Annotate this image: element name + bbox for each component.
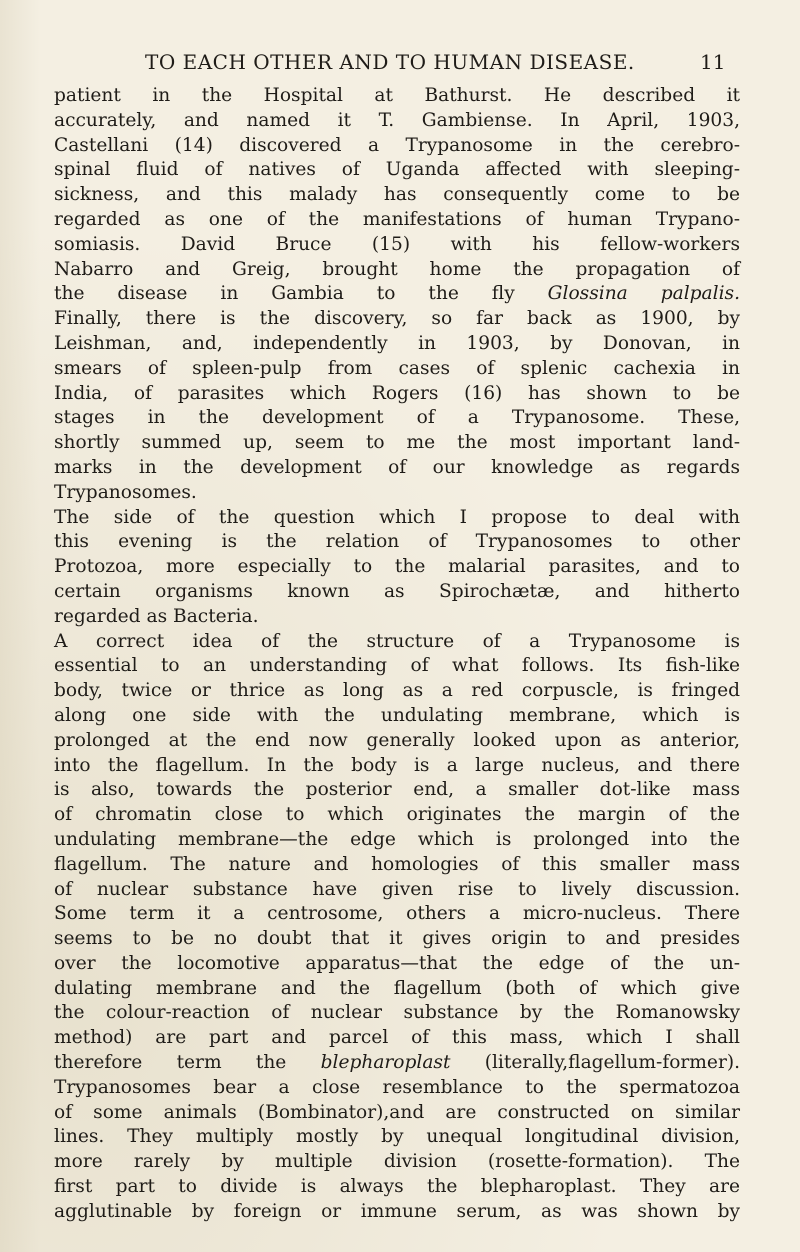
text-line: spinal fluid of natives of Uganda affected with sleeping- bbox=[54, 159, 740, 181]
text-line: certain organisms known as Spirochætæ, and hitherto bbox=[54, 580, 740, 602]
page-header bbox=[0, 50, 800, 80]
text-line: Leishman, and, independently in 1903, by Donovan, in bbox=[54, 332, 740, 354]
text-segment: (literally,flagellum-former). bbox=[450, 1052, 740, 1074]
text-line: agglutinable by foreign or immune serum, as was shown by bbox=[54, 1200, 740, 1222]
text-line: the colour-reaction of nuclear substance by the Romanowsky bbox=[54, 1002, 740, 1024]
text-line: sickness, and this malady has consequently come to be bbox=[54, 184, 740, 206]
text-line: Trypanosomes. bbox=[54, 481, 197, 503]
text-line bbox=[54, 1051, 740, 1076]
text-line: along one side with the undulating membrane, which is bbox=[54, 704, 740, 726]
text-segment: therefore term the bbox=[54, 1052, 321, 1074]
text-line: this evening is the relation of Trypanosomes to other bbox=[54, 531, 740, 553]
text-line: of some animals (Bombinator),and are constructed on similar bbox=[54, 1101, 740, 1123]
page-number: 11 bbox=[700, 50, 726, 74]
text-line: Finally, there is the discovery, so far back as 1900, by bbox=[54, 308, 740, 330]
text-line: more rarely by multiple division (rosette-formation). The bbox=[54, 1151, 740, 1173]
text-line: shortly summed up, seem to me the most important land- bbox=[54, 432, 740, 454]
text-line: patient in the Hospital at Bathurst. He described it bbox=[54, 85, 740, 106]
text-line: Nabarro and Greig, brought home the propagation of bbox=[54, 258, 740, 280]
text-line: of nuclear substance have given rise to lively discussion. bbox=[54, 878, 740, 900]
text-line bbox=[54, 282, 740, 307]
text-segment: the disease in Gambia to the fly bbox=[54, 283, 548, 305]
body-text bbox=[54, 84, 740, 1225]
text-line: Some term it a centrosome, others a micro-nucleus. There bbox=[54, 903, 740, 925]
species-name: Glossina palpalis. bbox=[547, 283, 740, 305]
text-line: undulating membrane—the edge which is prolonged into the bbox=[54, 828, 740, 850]
text-line: regarded as Bacteria. bbox=[54, 605, 259, 627]
text-line: first part to divide is always the blepharoplast. They are bbox=[54, 1176, 740, 1198]
text-line: prolonged at the end now generally looked upon as anterior, bbox=[54, 729, 740, 751]
text-line: method) are part and parcel of this mass, which I shall bbox=[54, 1027, 740, 1049]
text-line: smears of spleen-pulp from cases of splenic cachexia in bbox=[54, 357, 740, 379]
text-line: somiasis. David Bruce (15) with his fellow-workers bbox=[54, 233, 740, 255]
text-line: is also, towards the posterior end, a smaller dot-like mass bbox=[54, 779, 740, 801]
running-title: TO EACH OTHER AND TO HUMAN DISEASE. bbox=[145, 50, 635, 74]
text-line: lines. They multiply mostly by unequal longitudinal division, bbox=[54, 1126, 740, 1148]
text-line: marks in the development of our knowledge as regards bbox=[54, 456, 740, 478]
text-line: stages in the development of a Trypanosome. These, bbox=[54, 407, 740, 429]
text-line: A correct idea of the structure of a Trypanosome is bbox=[54, 630, 740, 652]
text-line: dulating membrane and the flagellum (both of which give bbox=[54, 977, 740, 999]
text-line: accurately, and named it T. Gambiense. In April, 1903, bbox=[54, 109, 740, 131]
text-line: into the flagellum. In the body is a large nucleus, and there bbox=[54, 754, 740, 776]
text-line: regarded as one of the manifestations of human Trypano- bbox=[54, 208, 740, 230]
text-line: essential to an understanding of what follows. Its fish-like bbox=[54, 655, 740, 677]
term-blepharoplast: blepharoplast bbox=[320, 1052, 451, 1074]
text-line: Trypanosomes bear a close resemblance to the spermatozoa bbox=[54, 1076, 740, 1098]
text-line: flagellum. The nature and homologies of this smaller mass bbox=[54, 853, 740, 875]
text-line: seems to be no doubt that it gives origin to and presides bbox=[54, 928, 740, 950]
text-line: of chromatin close to which originates the margin of the bbox=[54, 804, 740, 826]
text-line: over the locomotive apparatus—that the edge of the un- bbox=[54, 952, 740, 974]
text-line: The side of the question which I propose to deal with bbox=[54, 506, 740, 528]
text-line: Castellani (14) discovered a Trypanosome in the cerebro- bbox=[54, 134, 740, 156]
text-line: body, twice or thrice as long as a red corpuscle, is fringed bbox=[54, 680, 740, 702]
text-line: Protozoa, more especially to the malarial parasites, and to bbox=[54, 556, 740, 578]
text-line: India, of parasites which Rogers (16) has shown to be bbox=[54, 382, 740, 404]
